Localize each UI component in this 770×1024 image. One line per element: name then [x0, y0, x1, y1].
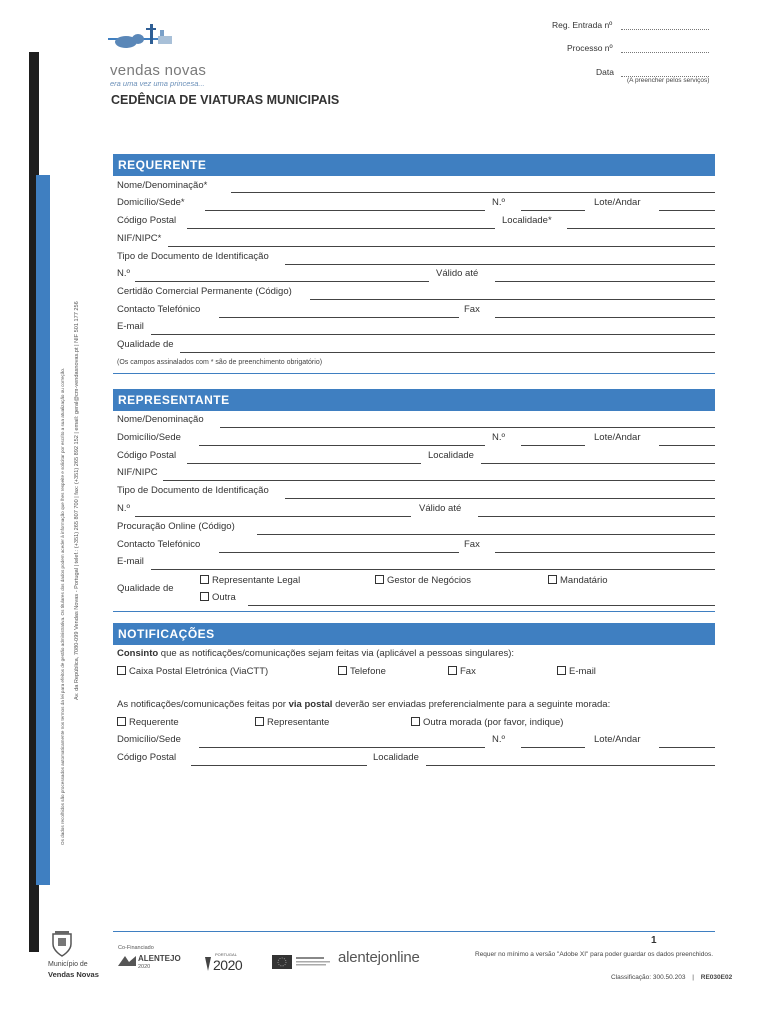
rep-opt-gestor-label: Gestor de Negócios [387, 575, 471, 586]
sidebar-privacy: Os dados recolhidos são processados automaticamente nos termos da lei para efeitos de gestão administrativa. Os titulares dos dados podem aceder à informação que lhes respeite e solicitar por escrito a sua atualização ou correção. [60, 367, 65, 845]
postal-text [117, 699, 610, 710]
rep-procuracao-label: Procuração Online (Código) [117, 521, 235, 532]
req-contacto-label: Contacto Telefónico [117, 304, 201, 315]
notif-opt-requerente[interactable] [117, 717, 179, 728]
req-numero-label: N.º [492, 197, 505, 208]
rep-opt-legal-label: Representante Legal [212, 575, 301, 586]
brand-name: vendas novas [110, 62, 207, 79]
rep-opt-mandatario[interactable] [548, 575, 608, 586]
rep-tipo-doc-input[interactable] [285, 498, 715, 499]
req-nome-label: Nome/Denominação* [117, 180, 208, 191]
req-codigo-postal-label: Código Postal [117, 215, 177, 226]
rep-valido-input[interactable] [478, 516, 715, 517]
notif-opt-requerente-label: Requerente [129, 717, 179, 728]
section-title: REPRESENTANTE [118, 393, 230, 407]
req-numero-input[interactable] [521, 210, 585, 211]
side-bar-accent [36, 175, 50, 885]
rep-fax-input[interactable] [495, 552, 715, 553]
logo-portugal-year: 2020 [213, 957, 243, 973]
rep-qualidade-label: Qualidade de [117, 583, 174, 594]
rep-doc-numero-label: N.º [117, 503, 130, 514]
req-valido-label: Válido até [436, 268, 479, 279]
rep-localidade-input[interactable] [481, 463, 715, 464]
checkbox[interactable] [411, 717, 420, 726]
portugal-mark-icon [203, 957, 213, 971]
municipio-line2: Vendas Novas [48, 970, 99, 979]
rep-fax-label: Fax [464, 539, 480, 550]
req-nome-input[interactable] [231, 192, 715, 193]
req-codigo-postal-input[interactable] [187, 228, 495, 229]
rep-numero-input[interactable] [521, 445, 585, 446]
rep-codigo-postal-label: Código Postal [117, 450, 177, 461]
rep-nif-label: NIF/NIPC [117, 467, 158, 478]
req-doc-numero-input[interactable] [135, 281, 429, 282]
rep-nif-input[interactable] [163, 480, 715, 481]
rep-lote-input[interactable] [659, 445, 715, 446]
section-title: NOTIFICAÇÕES [118, 627, 215, 641]
notif-opt-telefone-label: Telefone [350, 666, 386, 677]
reg-entrada-field[interactable] [621, 29, 709, 30]
notif-opt-fax[interactable] [448, 666, 476, 677]
req-qualidade-input[interactable] [180, 352, 715, 353]
rep-domicilio-input[interactable] [199, 445, 485, 446]
classificacao: Classificação: 300.50.203 [611, 974, 686, 981]
req-valido-input[interactable] [495, 281, 715, 282]
postal-post: deverão ser enviadas preferencialmente para a seguinte morada: [332, 699, 611, 710]
consinto-rest: que as notificações/comunicações sejam feitas via (aplicável a pessoas singulares): [158, 648, 515, 659]
rep-procuracao-input[interactable] [257, 534, 715, 535]
checkbox[interactable] [200, 592, 209, 601]
notif-opt-caixa[interactable] [117, 666, 268, 677]
alentejo-mark-icon [118, 954, 136, 968]
alentejonline-logo-text: alentejonline [338, 949, 420, 966]
req-contacto-input[interactable] [219, 317, 459, 318]
sidebar-address: Av. da República, 7080-099 Vendas Novas - Portugal | telef.: (+351) 265 807 700 | fax: (+351) 265 892 152 | email: geral@cm-vendasnovas.pt | NIF 501 177 256 [74, 301, 80, 700]
rep-codigo-postal-input[interactable] [187, 463, 421, 464]
rep-outra-input[interactable] [248, 605, 715, 606]
req-doc-numero-label: N.º [117, 268, 130, 279]
notif-domicilio-input[interactable] [199, 747, 485, 748]
cofinanciado-label: Co-Financiado [118, 945, 154, 951]
brand-logo [108, 22, 228, 62]
section-divider [113, 611, 715, 612]
req-lote-label: Lote/Andar [594, 197, 641, 208]
footer-separator: | [692, 974, 694, 981]
logo-portugal-small: PORTUGAL [215, 952, 237, 957]
req-domicilio-input[interactable] [205, 210, 485, 211]
processo-field[interactable] [621, 52, 709, 53]
notif-lote-label: Lote/Andar [594, 734, 641, 745]
brand-tagline: era uma vez uma princesa... [110, 79, 205, 88]
postal-pre: As notificações/comunicações feitas por [117, 699, 289, 710]
req-tipo-doc-input[interactable] [285, 264, 715, 265]
checkbox[interactable] [117, 717, 126, 726]
notif-domicilio-label: Domicílio/Sede [117, 734, 181, 745]
preencher-note: (A preencher pelos serviços) [627, 77, 710, 84]
notif-numero-label: N.º [492, 734, 505, 745]
rep-tipo-doc-label: Tipo de Documento de Identificação [117, 485, 269, 496]
section-divider [113, 373, 715, 374]
notif-opt-telefone[interactable] [338, 666, 386, 677]
rep-opt-legal[interactable] [200, 575, 300, 586]
rep-lote-label: Lote/Andar [594, 432, 641, 443]
req-fax-label: Fax [464, 304, 480, 315]
req-fax-input[interactable] [495, 317, 715, 318]
req-localidade-input[interactable] [567, 228, 715, 229]
req-mandatory-note: (Os campos assinalados com * são de preenchimento obrigatório) [117, 359, 323, 366]
req-domicilio-label: Domicílio/Sede* [117, 197, 185, 208]
rep-opt-outra-label: Outra [212, 592, 236, 603]
req-tipo-doc-label: Tipo de Documento de Identificação [117, 251, 269, 262]
req-nif-label: NIF/NIPC* [117, 233, 162, 244]
req-localidade-label: Localidade* [502, 215, 552, 226]
notif-opt-representante-label: Representante [267, 717, 330, 728]
portugal-2020-logo [203, 952, 261, 972]
data-label: Data [596, 67, 614, 77]
municipio-line1: Município de [48, 961, 88, 968]
footer-divider [113, 931, 715, 932]
notif-localidade-label: Localidade [373, 752, 419, 763]
notif-opt-outra-morada[interactable] [411, 717, 563, 728]
rep-nome-input[interactable] [220, 427, 715, 428]
notif-opt-outra-morada-label: Outra morada (por favor, indique) [423, 717, 564, 728]
notif-opt-email-label: E-mail [569, 666, 596, 677]
notif-lote-input[interactable] [659, 747, 715, 748]
section-header-notificacoes [113, 623, 715, 645]
rep-valido-label: Válido até [419, 503, 462, 514]
logo-alentejo-text: ALENTEJO [138, 954, 181, 963]
notif-codigo-postal-label: Código Postal [117, 752, 177, 763]
checkbox[interactable] [557, 666, 566, 675]
postal-bold: via postal [288, 699, 333, 710]
checkbox[interactable] [338, 666, 347, 675]
reg-entrada-label: Reg. Entrada nº [552, 20, 613, 30]
notif-opt-email[interactable] [557, 666, 596, 677]
ue-fund-logo [272, 955, 334, 971]
alentejo-2020-logo [118, 954, 188, 974]
rep-domicilio-label: Domicílio/Sede [117, 432, 181, 443]
logo-alentejo-year: 2020 [138, 964, 151, 970]
processo-label: Processo nº [567, 43, 613, 53]
req-email-input[interactable] [151, 334, 715, 335]
rep-numero-label: N.º [492, 432, 505, 443]
rep-opt-mandatario-label: Mandatário [560, 575, 608, 586]
notif-localidade-input[interactable] [426, 765, 715, 766]
rep-doc-numero-input[interactable] [135, 516, 411, 517]
consinto-text [117, 648, 514, 659]
checkbox[interactable] [375, 575, 384, 584]
municipio-crest-icon [50, 930, 74, 958]
rep-nome-label: Nome/Denominação [117, 414, 204, 425]
rep-opt-outra[interactable] [200, 592, 236, 603]
form-code: RE030E02 [700, 974, 733, 981]
req-nif-input[interactable] [168, 246, 715, 247]
checkbox[interactable] [548, 575, 557, 584]
req-certidao-input[interactable] [310, 299, 715, 300]
notif-opt-caixa-label: Caixa Postal Eletrónica (ViaCTT) [129, 666, 269, 677]
req-certidao-label: Certidão Comercial Permanente (Código) [117, 286, 292, 297]
page-number: 1 [651, 935, 657, 946]
notif-numero-input[interactable] [521, 747, 585, 748]
checkbox[interactable] [255, 717, 264, 726]
town-skyline-icon [108, 22, 218, 62]
notif-opt-fax-label: Fax [460, 666, 476, 677]
section-header-requerente [113, 154, 715, 176]
checkbox[interactable] [448, 666, 457, 675]
checkbox[interactable] [117, 666, 126, 675]
page-title: CEDÊNCIA DE VIATURAS MUNICIPAIS [111, 93, 340, 107]
rep-contacto-input[interactable] [219, 552, 459, 553]
rep-email-input[interactable] [151, 569, 715, 570]
rep-localidade-label: Localidade [428, 450, 474, 461]
classificacao-line [611, 974, 732, 981]
rep-email-label: E-mail [117, 556, 144, 567]
req-lote-input[interactable] [659, 210, 715, 211]
notif-codigo-postal-input[interactable] [191, 765, 367, 766]
req-qualidade-label: Qualidade de [117, 339, 174, 350]
checkbox[interactable] [200, 575, 209, 584]
req-email-label: E-mail [117, 321, 144, 332]
rep-contacto-label: Contacto Telefónico [117, 539, 201, 550]
notif-opt-representante[interactable] [255, 717, 329, 728]
consinto-bold: Consinto [117, 648, 159, 659]
adobe-note: Requer no mínimo a versão "Adobe XI" para poder guardar os dados preenchidos. [475, 951, 714, 958]
rep-opt-gestor[interactable] [375, 575, 471, 586]
section-title: REQUERENTE [118, 158, 207, 172]
section-header-representante [113, 389, 715, 411]
